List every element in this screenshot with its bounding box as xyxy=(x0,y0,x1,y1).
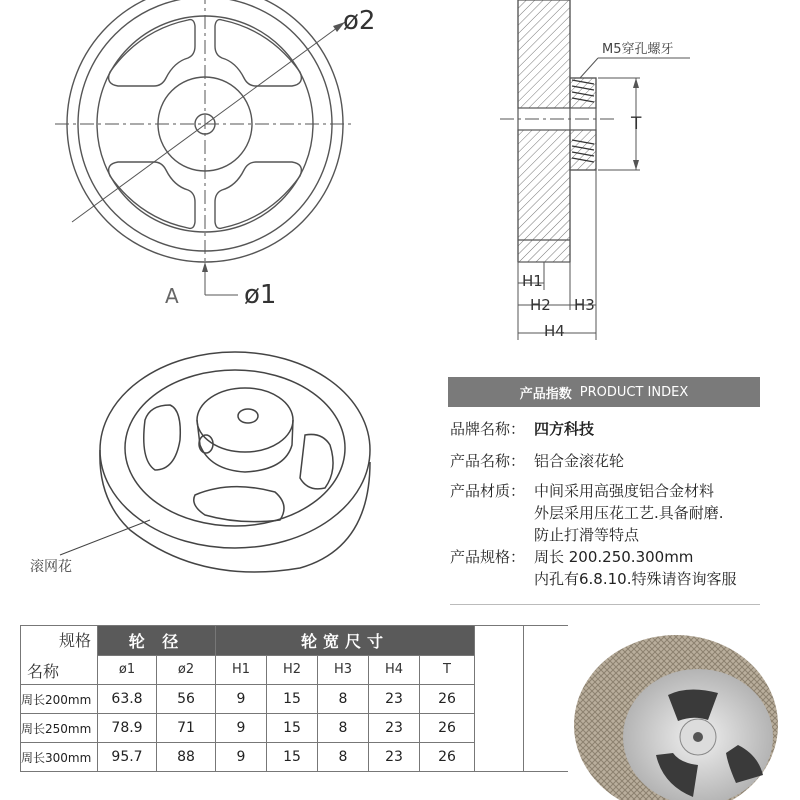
h2-label: H2 xyxy=(530,296,551,314)
col-header: H1 xyxy=(216,655,267,685)
material-line: 防止打滑等特点 xyxy=(534,526,640,544)
cell: 8 xyxy=(318,685,369,714)
corner-top-label: 规格 xyxy=(58,631,91,650)
product-name-key: 产品名称： xyxy=(450,452,526,470)
spec-table xyxy=(20,625,573,772)
spec-line: 内孔有6.8.10.特殊请咨询客服 xyxy=(534,570,737,588)
iso-view xyxy=(60,352,370,572)
knurl-label: 滚网花 xyxy=(30,559,72,575)
brand-key: 品牌名称： xyxy=(450,420,526,438)
group-diameter-header: 轮 径 xyxy=(98,626,216,656)
diameter-2-label: ø2 xyxy=(343,6,376,36)
product-name-value: 铝合金滚花轮 xyxy=(534,452,625,470)
cell: 23 xyxy=(369,685,420,714)
spec-row xyxy=(450,546,736,590)
spec-key: 产品规格： xyxy=(450,548,526,566)
corner-bottom-label: 名称 xyxy=(27,662,60,681)
cell: 23 xyxy=(369,714,420,743)
product-index-header xyxy=(448,377,760,407)
cell: 15 xyxy=(267,714,318,743)
col-header: H2 xyxy=(267,655,318,685)
product-index-title-en: PRODUCT INDEX xyxy=(579,384,689,400)
cell: 78.9 xyxy=(98,714,157,743)
cell: 9 xyxy=(216,714,267,743)
h3-label: H3 xyxy=(574,296,595,314)
cell: 26 xyxy=(420,714,475,743)
col-header: H4 xyxy=(369,655,420,685)
spec-line: 周长 200.250.300mm xyxy=(534,548,694,566)
cell: 8 xyxy=(318,714,369,743)
cell: 23 xyxy=(369,743,420,772)
cell: 9 xyxy=(216,743,267,772)
col-header: ø2 xyxy=(157,655,216,685)
row-name: 周长250mm xyxy=(21,714,98,743)
front-view xyxy=(55,0,355,295)
cell: 8 xyxy=(318,743,369,772)
divider xyxy=(450,604,760,605)
empty-col xyxy=(524,626,573,772)
thread-label: M5穿孔螺牙 xyxy=(602,42,674,57)
col-header: H3 xyxy=(318,655,369,685)
product-photo xyxy=(568,625,782,800)
material-row xyxy=(450,480,724,546)
t-label: T xyxy=(631,114,642,134)
cell: 9 xyxy=(216,685,267,714)
group-width-header: 轮宽尺寸 xyxy=(216,626,475,656)
diameter-1-label: ø1 xyxy=(244,280,277,310)
cell: 71 xyxy=(157,714,216,743)
cell: 56 xyxy=(157,685,216,714)
col-header: T xyxy=(420,655,475,685)
brand-value: 四方科技 xyxy=(534,420,595,438)
row-name: 周长300mm xyxy=(21,743,98,772)
material-line: 外层采用压花工艺.具备耐磨. xyxy=(534,504,724,522)
h1-label: H1 xyxy=(522,272,543,290)
col-header: ø1 xyxy=(98,655,157,685)
row-name: 周长200mm xyxy=(21,685,98,714)
h4-label: H4 xyxy=(544,322,565,340)
cell: 95.7 xyxy=(98,743,157,772)
cell: 26 xyxy=(420,685,475,714)
product-name-row xyxy=(450,450,624,472)
cell: 15 xyxy=(267,685,318,714)
product-index-title-cn: 产品指数 xyxy=(519,386,572,402)
material-line: 中间采用高强度铝合金材料 xyxy=(534,482,715,500)
brand-row xyxy=(450,418,594,440)
table-corner xyxy=(21,626,98,685)
cell: 63.8 xyxy=(98,685,157,714)
material-key: 产品材质： xyxy=(450,482,526,500)
cell: 15 xyxy=(267,743,318,772)
empty-col xyxy=(475,626,524,772)
view-a-label: A xyxy=(165,284,179,308)
cell: 26 xyxy=(420,743,475,772)
cell: 88 xyxy=(157,743,216,772)
